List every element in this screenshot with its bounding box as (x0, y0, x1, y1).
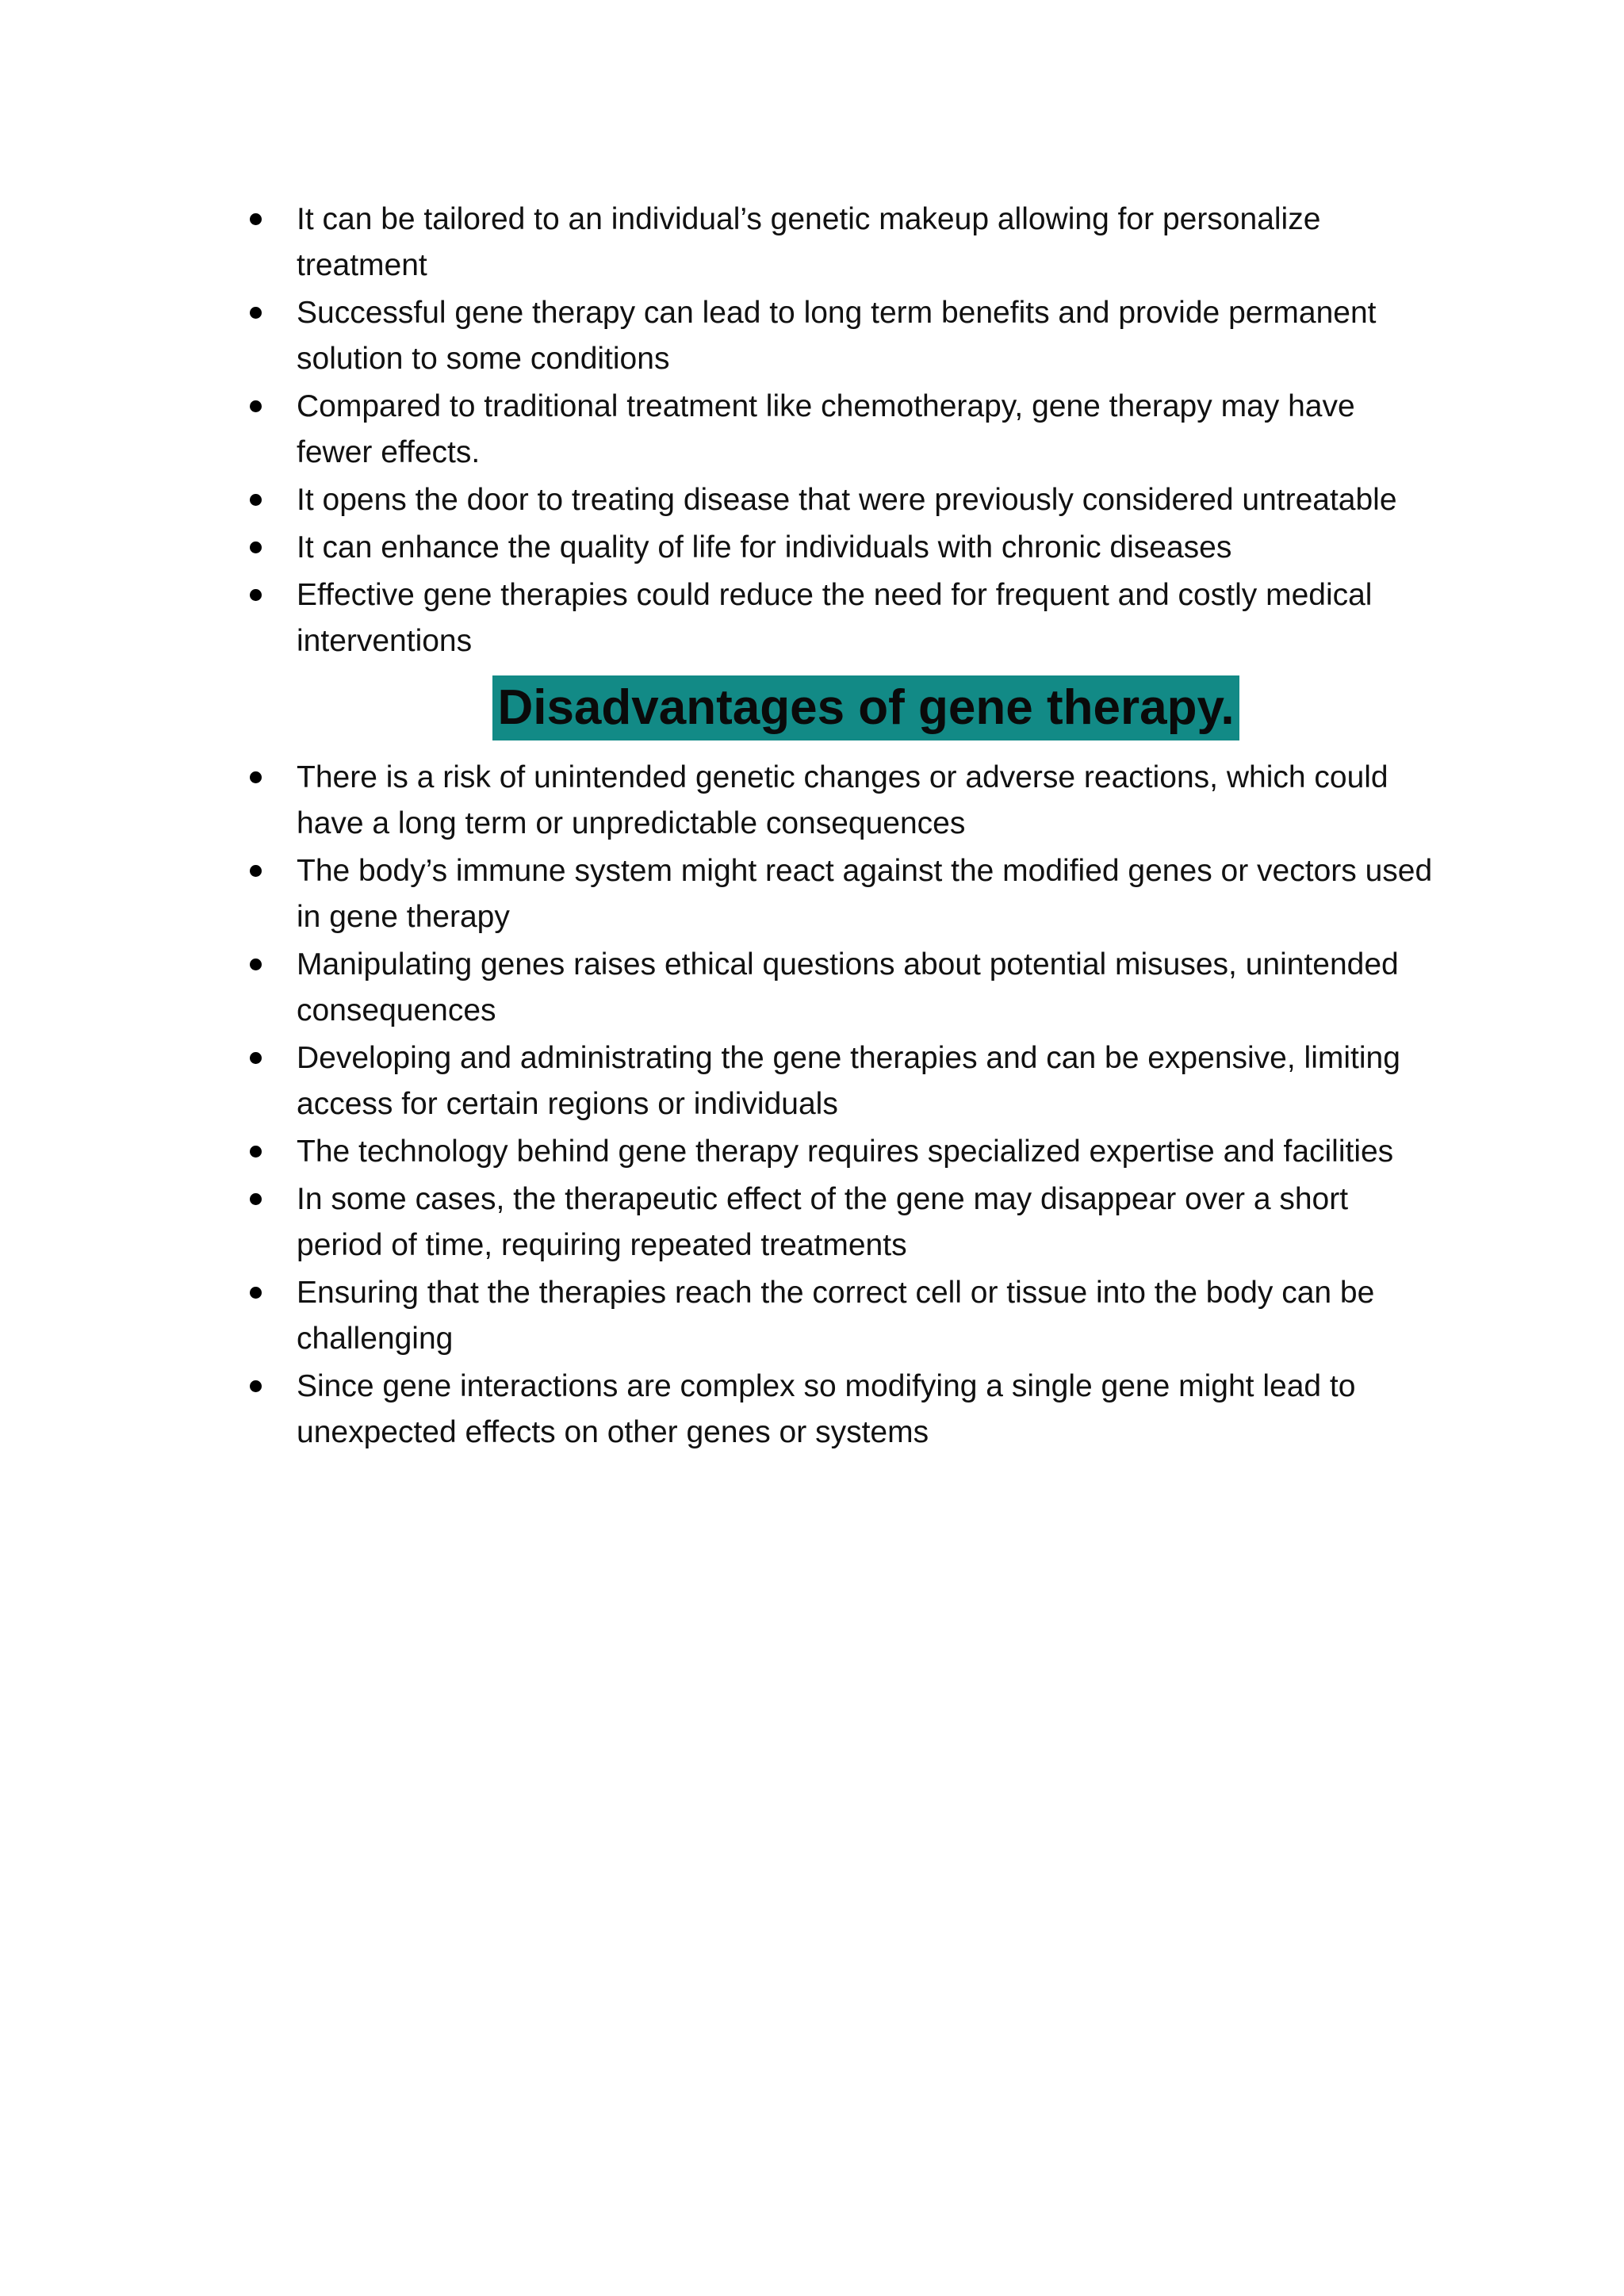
list-item-text: Effective gene therapies could reduce the need for frequent and costly medical interventions (297, 578, 1373, 658)
list-item (246, 942, 1435, 1034)
section-heading: Disadvantages of gene therapy. (492, 675, 1239, 740)
list-item-text: There is a risk of unintended genetic changes or adverse reactions, which could have a long term or unpredictable consequences (297, 760, 1388, 840)
disadvantages-list (246, 755, 1435, 1456)
list-item (246, 1177, 1435, 1269)
list-item (246, 755, 1435, 847)
list-item (246, 197, 1435, 289)
bullet-icon (250, 307, 262, 319)
list-item-text: It can be tailored to an individual’s genetic makeup allowing for personalize treatment (297, 202, 1321, 282)
bullet-icon (250, 1193, 262, 1205)
list-item (246, 384, 1435, 476)
bullet-icon (250, 1287, 262, 1299)
bullet-icon (250, 1052, 262, 1064)
bullet-icon (250, 541, 262, 553)
list-item-text: The technology behind gene therapy requires specialized expertise and facilities (297, 1135, 1394, 1169)
bullet-icon (250, 589, 262, 601)
list-item-text: The body’s immune system might react against the modified genes or vectors used in gene therapy (297, 854, 1433, 934)
list-item-text: In some cases, the therapeutic effect of the gene may disappear over a short period of time, requiring repeated treatments (297, 1182, 1349, 1262)
bullet-icon (250, 865, 262, 877)
list-item (246, 525, 1435, 571)
bullet-icon (250, 400, 262, 412)
list-item (246, 1364, 1435, 1456)
list-item (246, 1035, 1435, 1127)
list-item (246, 572, 1435, 664)
list-item (246, 1270, 1435, 1362)
list-item (246, 848, 1435, 940)
list-item (246, 1129, 1435, 1175)
bullet-icon (250, 213, 262, 225)
list-item-text: It can enhance the quality of life for individuals with chronic diseases (297, 530, 1232, 564)
bullet-icon (250, 1146, 262, 1158)
page-content (246, 197, 1435, 1457)
bullet-icon (250, 1380, 262, 1392)
advantages-list (246, 197, 1435, 664)
list-item (246, 477, 1435, 523)
list-item-text: Successful gene therapy can lead to long term benefits and provide permanent solution to some conditions (297, 296, 1377, 376)
list-item-text: Ensuring that the therapies reach the correct cell or tissue into the body can be challenging (297, 1276, 1375, 1356)
list-item (246, 290, 1435, 382)
bullet-icon (250, 771, 262, 783)
list-item-text: Since gene interactions are complex so modifying a single gene might lead to unexpected effects on other genes or systems (297, 1369, 1356, 1449)
bullet-icon (250, 494, 262, 506)
list-item-text: Manipulating genes raises ethical questions about potential misuses, unintended consequences (297, 947, 1399, 1027)
list-item-text: It opens the door to treating disease that were previously considered untreatable (297, 483, 1397, 517)
list-item-text: Developing and administrating the gene therapies and can be expensive, limiting access for certain regions or individuals (297, 1041, 1400, 1121)
bullet-icon (250, 959, 262, 970)
section-heading-wrap (246, 675, 1435, 740)
list-item-text: Compared to traditional treatment like chemotherapy, gene therapy may have fewer effects. (297, 389, 1355, 469)
